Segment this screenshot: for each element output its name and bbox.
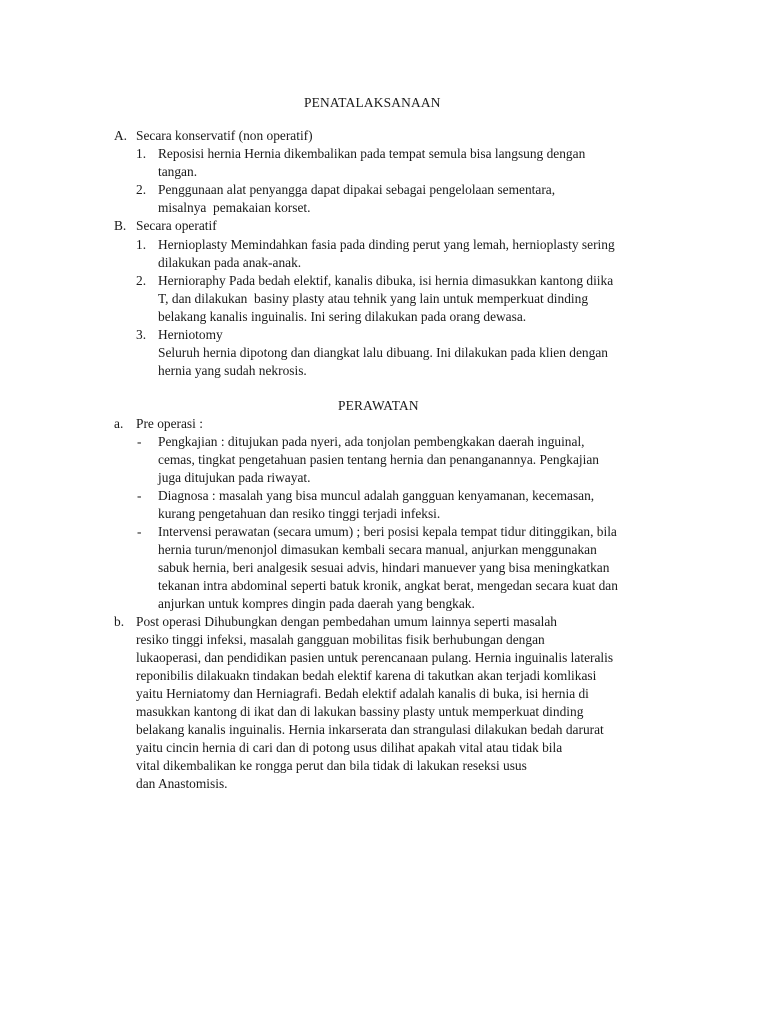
section-b-title: Secara operatif [136,218,217,233]
section-a-lower-title: Pre operasi : [136,416,203,431]
post-op-line: resiko tinggi infeksi, masalah gangguan mobilitas fisik berhubungan dengan [136,632,545,647]
section-b-item-3-line: Herniotomy [158,327,223,342]
section-b-item-2-line: Hernioraphy Pada bedah elektif, kanalis dibuka, isi hernia dimasukkan kantong diika [158,273,614,288]
section-b-item-3-line: hernia yang sudah nekrosis. [158,363,307,378]
pre-op-item-3-line: tekanan intra abdominal seperti batuk kronik, angkat berat, mengedan secara kuat dan [158,578,618,593]
section-a-item-1-line: Reposisi hernia Hernia dikembalikan pada tempat semula bisa langsung dengan [158,146,586,161]
post-op-line: reponibilis dilakuakn tindakan bedah elektif karena di takutkan akan terjadi komlikasi [136,668,597,683]
section-a-lower-marker: a. [114,416,124,431]
section-a-item-2-num: 2. [136,182,147,197]
section-a-marker: A. [114,128,128,143]
section-b-item-2-num: 2. [136,273,147,288]
post-op-line: dan Anastomisis. [136,776,228,791]
post-op-line: lukaoperasi, dan pendidikan pasien untuk perencanaan pulang. Hernia inguinalis lateralis [136,650,614,665]
post-op-line: yaitu cincin hernia di cari dan di potong usus dilihat apakah vital atau tidak bila [136,740,563,755]
pre-op-item-3-dash: - [137,524,142,539]
section-b-item-1-line: Hernioplasty Memindahkan fasia pada dinding perut yang lemah, hernioplasty sering [158,237,615,252]
post-op-line: belakang kanalis inguinalis. Hernia inkarserata dan strangulasi dilakukan bedah darurat [136,722,604,737]
section-b-lower-marker: b. [114,614,125,629]
section-b-marker: B. [114,218,127,233]
section-a-item-2-line: misalnya pemakaian korset. [158,200,311,215]
section-b-item-2-line: T, dan dilakukan basiny plasty atau tehnik yang lain untuk memperkuat dinding [158,291,589,306]
section-b-item-3-num: 3. [136,327,147,342]
section-a-item-1-num: 1. [136,146,147,161]
post-op-line: masukkan kantong di ikat dan di lakukan bassiny plasty untuk memperkuat dinding [136,704,584,719]
pre-op-item-2-line: kurang pengetahuan dan resiko tinggi terjadi infeksi. [158,506,441,521]
pre-op-item-3-line: Intervensi perawatan (secara umum) ; beri posisi kepala tempat tidur ditinggikan, bila [158,524,617,539]
pre-op-item-3-line: anjurkan untuk kompres dingin pada daerah yang bengkak. [158,596,475,611]
section-b-item-2-line: belakang kanalis inguinalis. Ini sering dilakukan pada orang dewasa. [158,309,527,324]
section-a-title: Secara konservatif (non operatif) [136,128,313,143]
pre-op-item-2-dash: - [137,488,142,503]
heading-penatalaksanaan: PENATALAKSANAAN [304,95,441,110]
section-a-item-1-line: tangan. [158,164,198,179]
section-b-item-1-num: 1. [136,237,147,252]
section-a-item-2-line: Penggunaan alat penyangga dapat dipakai sebagai pengelolaan sementara, [158,182,556,197]
pre-op-item-1-line: juga ditujukan pada riwayat. [158,470,311,485]
section-b-item-1-line: dilakukan pada anak-anak. [158,255,302,270]
pre-op-item-3-line: hernia turun/menonjol dimasukan kembali secara manual, anjurkan menggunakan [158,542,597,557]
post-op-line: Post operasi Dihubungkan dengan pembedahan umum lainnya seperti masalah [136,614,557,629]
pre-op-item-1-line: cemas, tingkat pengetahuan pasien tentang hernia dan penanganannya. Pengkajian [158,452,599,467]
heading-perawatan: PERAWATAN [338,398,419,413]
pre-op-item-1-line: Pengkajian : ditujukan pada nyeri, ada tonjolan pembengkakan daerah inguinal, [158,434,585,449]
post-op-line: vital dikembalikan ke rongga perut dan bila tidak di lakukan reseksi usus [136,758,527,773]
pre-op-item-2-line: Diagnosa : masalah yang bisa muncul adalah gangguan kenyamanan, kecemasan, [158,488,595,503]
pre-op-item-3-line: sabuk hernia, beri analgesik sesuai advis, hindari manuever yang bisa meningkatkan [158,560,610,575]
section-b-item-3-line: Seluruh hernia dipotong dan diangkat lalu dibuang. Ini dilakukan pada klien dengan [158,345,608,360]
post-op-line: yaitu Herniatomy dan Herniagrafi. Bedah elektif adalah kanalis di buka, isi hernia di [136,686,589,701]
pre-op-item-1-dash: - [137,434,142,449]
